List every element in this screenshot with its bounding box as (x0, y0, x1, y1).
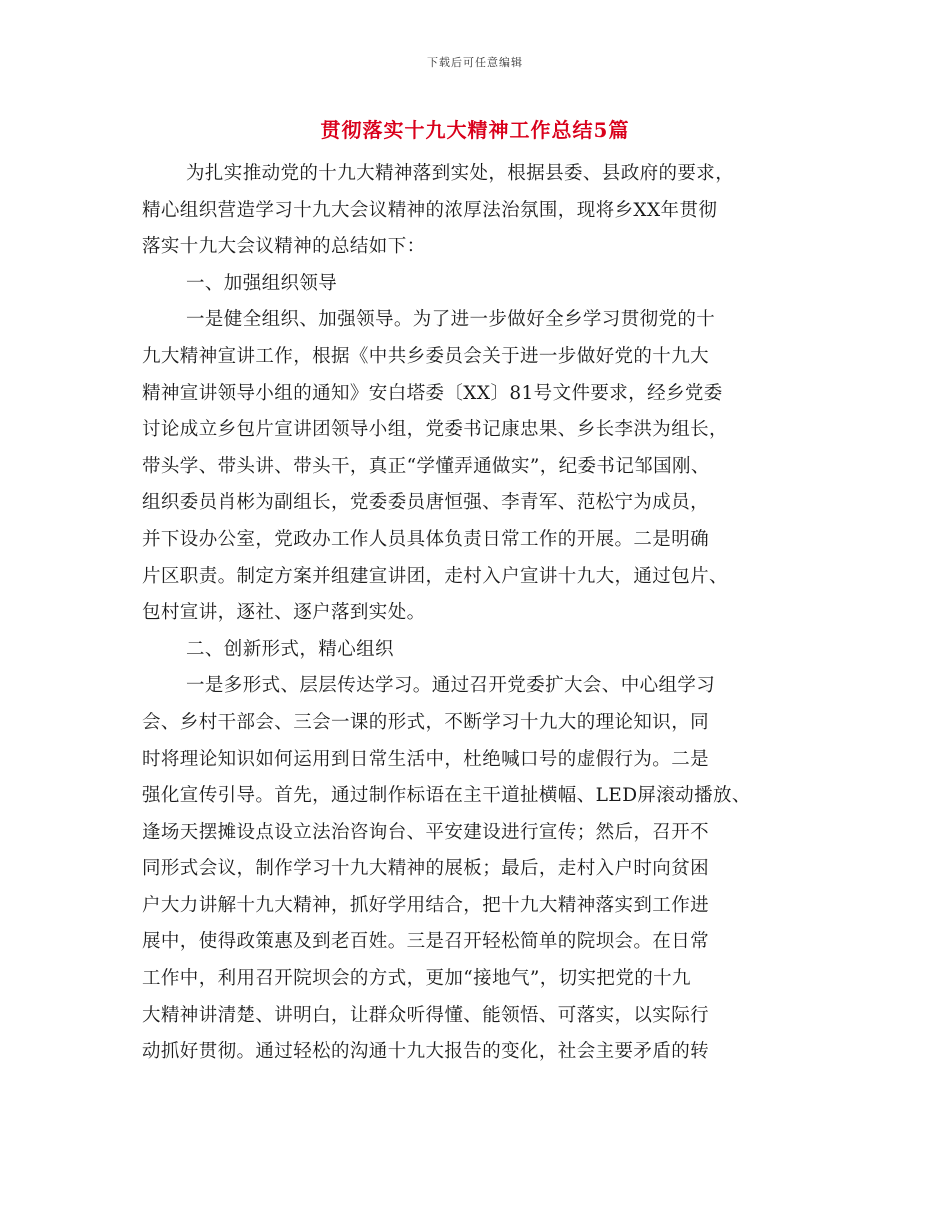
paragraph-line: 精神宣讲领导小组的通知》安白塔委〔XX〕81号文件要求，经乡党委 (142, 382, 723, 404)
paragraph-line: 九大精神宣讲工作，根据《中共乡委员会关于进一步做好党的十九大 (142, 345, 710, 367)
paragraph-line: 时将理论知识如何运用到日常生活中，杜绝喊口号的虚假行为。二是 (142, 748, 710, 770)
paragraph-line: 二、创新形式，精心组织 (186, 638, 394, 660)
paragraph-line: 同形式会议，制作学习十九大精神的展板；最后，走村入户时向贫困 (142, 858, 710, 880)
paragraph-line: 逢场天摆摊设点设立法治咨询台、平安建设进行宣传；然后，召开不 (142, 821, 710, 843)
paragraph-line: 一是多形式、层层传达学习。通过召开党委扩大会、中心组学习 (186, 675, 716, 697)
paragraph-line: 组织委员肖彬为副组长，党委委员唐恒强、李青军、范松宁为成员， (142, 492, 710, 514)
paragraph-line: 工作中，利用召开院坝会的方式，更加“接地气”，切实把党的十九 (142, 968, 691, 990)
paragraph-line: 动抓好贯彻。通过轻松的沟通十九大报告的变化，社会主要矛盾的转 (142, 1041, 710, 1063)
paragraph-line: 并下设办公室，党政办工作人员具体负责日常工作的开展。二是明确 (142, 528, 710, 550)
paragraph-line: 精心组织营造学习十九大会议精神的浓厚法治氛围，现将乡XX年贯彻 (142, 199, 718, 221)
paragraph-line: 带头学、带头讲、带头干，真正“学懂弄通做实”，纪委书记邹国刚、 (142, 455, 710, 477)
paragraph-line: 落实十九大会议精神的总结如下： (142, 236, 426, 258)
paragraph-line: 包村宣讲，逐社、逐户落到实处。 (142, 602, 426, 624)
paragraph-line: 一、加强组织领导 (186, 272, 338, 294)
paragraph-line: 强化宣传引导。首先，通过制作标语在主干道扯横幅、LED屏滚动播放、 (142, 785, 751, 807)
paragraph-line: 大精神讲清楚、讲明白，让群众听得懂、能领悟、可落实，以实际行 (142, 1004, 710, 1026)
page-header-note: 下载后可任意编辑 (427, 56, 523, 69)
paragraph-line: 片区职责。制定方案并组建宣讲团，走村入户宣讲十九大，通过包片、 (142, 565, 728, 587)
paragraph-line: 一是健全组织、加强领导。为了进一步做好全乡学习贯彻党的十 (186, 309, 716, 331)
paragraph-line: 讨论成立乡包片宣讲团领导小组，党委书记康忠果、乡长李洪为组长， (142, 419, 728, 441)
document-body (142, 156, 822, 1071)
document-title: 贯彻落实十九大精神工作总结5篇 (320, 118, 630, 142)
paragraph-line: 展中，使得政策惠及到老百姓。三是召开轻松简单的院坝会。在日常 (142, 931, 710, 953)
paragraph-line: 为扎实推动党的十九大精神落到实处，根据县委、县政府的要求， (186, 163, 735, 184)
paragraph-line: 户大力讲解十九大精神，抓好学用结合，把十九大精神落实到工作进 (142, 894, 710, 916)
paragraph-line: 会、乡村干部会、三会一课的形式，不断学习十九大的理论知识，同 (142, 711, 710, 733)
